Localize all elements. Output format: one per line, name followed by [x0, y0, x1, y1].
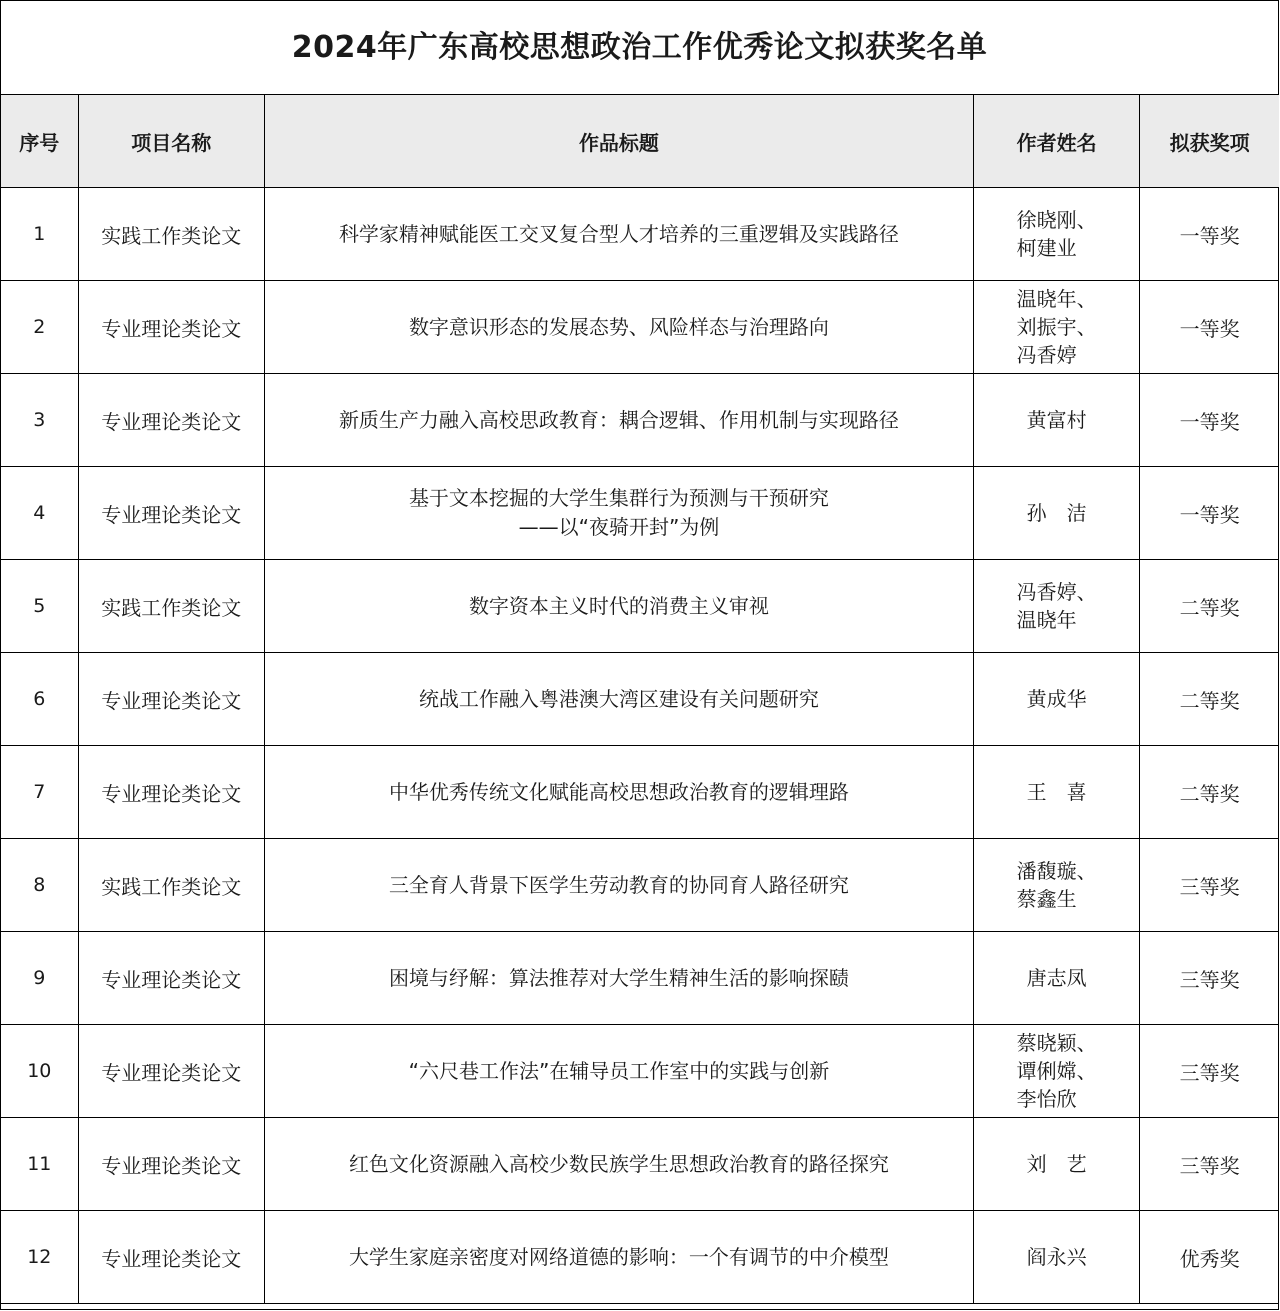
cell-award: 三等奖 — [1140, 1025, 1279, 1118]
table-row — [1, 560, 1279, 653]
table-row — [1, 374, 1279, 467]
author-list — [1017, 578, 1097, 634]
cell-category: 专业理论类论文 — [78, 1025, 264, 1118]
author-list — [1027, 1243, 1087, 1271]
author-name: 李怡欣 — [1016, 1087, 1077, 1111]
author-list — [1027, 406, 1087, 434]
cell-category: 专业理论类论文 — [78, 653, 264, 746]
author-list — [1027, 964, 1087, 992]
cell-work-title — [264, 1118, 973, 1211]
table-row — [1, 839, 1279, 932]
work-title-line: 数字资本主义时代的消费主义审视 — [468, 593, 769, 618]
cell-category: 专业理论类论文 — [78, 281, 264, 374]
author-name: 徐晓刚、 — [1016, 208, 1097, 232]
cell-work-title — [264, 374, 973, 467]
author-name: 黄成华 — [1026, 687, 1087, 711]
author-name: 蔡晓颖、 — [1016, 1031, 1097, 1055]
cell-work-title — [264, 467, 973, 560]
header-award: 拟获奖项 — [1140, 95, 1279, 188]
cell-authors — [974, 653, 1140, 746]
author-name: 黄富村 — [1026, 408, 1087, 432]
author-list — [1027, 778, 1087, 806]
author-list — [1027, 1150, 1087, 1178]
cell-work-title — [264, 1025, 973, 1118]
work-title-line: “六尺巷工作法”在辅导员工作室中的实践与创新 — [408, 1058, 830, 1083]
table-row — [1, 932, 1279, 1025]
cell-category: 专业理论类论文 — [78, 932, 264, 1025]
cell-work-title — [264, 281, 973, 374]
cell-work-title — [264, 560, 973, 653]
table-row — [1, 467, 1279, 560]
cell-authors — [974, 1118, 1140, 1211]
header-no: 序号 — [1, 95, 78, 188]
cell-no: 10 — [1, 1025, 78, 1118]
cell-no: 11 — [1, 1118, 78, 1211]
author-name: 刘振宇、 — [1016, 315, 1097, 339]
author-name: 蔡鑫生 — [1016, 887, 1077, 911]
author-name: 谭俐嫦、 — [1016, 1059, 1097, 1083]
cell-category: 专业理论类论文 — [78, 467, 264, 560]
work-title-line: 科学家精神赋能医工交叉复合型人才培养的三重逻辑及实践路径 — [338, 221, 899, 246]
author-list — [1027, 685, 1087, 713]
cell-award: 三等奖 — [1140, 932, 1279, 1025]
table-row — [1, 1025, 1279, 1118]
document-title: 2024年广东高校思想政治工作优秀论文拟获奖名单 — [1, 1, 1278, 95]
author-name: 潘馥璇、 — [1016, 859, 1097, 883]
cell-category: 专业理论类论文 — [78, 1118, 264, 1211]
cell-work-title — [264, 839, 973, 932]
cell-no: 4 — [1, 467, 78, 560]
cell-authors — [974, 839, 1140, 932]
cell-award: 一等奖 — [1140, 467, 1279, 560]
cell-no: 12 — [1, 1211, 78, 1304]
author-list — [1017, 285, 1097, 369]
cell-authors — [974, 467, 1140, 560]
cell-work-title — [264, 746, 973, 839]
author-name: 王 喜 — [1026, 780, 1087, 804]
author-list — [1017, 206, 1097, 262]
header-authors: 作者姓名 — [974, 95, 1140, 188]
table-row — [1, 188, 1279, 281]
author-name: 柯建业 — [1016, 236, 1077, 260]
cell-authors — [974, 188, 1140, 281]
header-category: 项目名称 — [78, 95, 264, 188]
author-name: 温晓年、 — [1016, 287, 1097, 311]
work-title-line: 三全育人背景下医学生劳动教育的协同育人路径研究 — [388, 872, 849, 897]
cell-award: 三等奖 — [1140, 839, 1279, 932]
cell-award: 二等奖 — [1140, 653, 1279, 746]
author-name: 冯香婷、 — [1016, 580, 1097, 604]
author-list — [1017, 1029, 1097, 1113]
work-title-line: 数字意识形态的发展态势、风险样态与治理路向 — [408, 314, 829, 339]
cell-authors — [974, 1025, 1140, 1118]
cell-authors — [974, 746, 1140, 839]
table-row — [1, 281, 1279, 374]
header-title: 作品标题 — [264, 95, 973, 188]
table-row — [1, 746, 1279, 839]
table-header-row — [1, 95, 1279, 188]
cell-no: 9 — [1, 932, 78, 1025]
work-title-line: 中华优秀传统文化赋能高校思想政治教育的逻辑理路 — [388, 779, 849, 804]
author-name: 冯香婷 — [1016, 343, 1077, 367]
author-name: 唐志凤 — [1026, 966, 1087, 990]
cell-work-title — [264, 1211, 973, 1304]
author-list — [1027, 499, 1087, 527]
cell-no: 2 — [1, 281, 78, 374]
cell-award: 一等奖 — [1140, 281, 1279, 374]
cell-authors — [974, 932, 1140, 1025]
work-title-line: 新质生产力融入高校思政教育：耦合逻辑、作用机制与实现路径 — [338, 407, 899, 432]
cell-category: 实践工作类论文 — [78, 188, 264, 281]
award-table — [1, 95, 1279, 1304]
cell-no: 1 — [1, 188, 78, 281]
cell-category: 专业理论类论文 — [78, 746, 264, 839]
cell-authors — [974, 374, 1140, 467]
work-title-line: 红色文化资源融入高校少数民族学生思想政治教育的路径探究 — [348, 1151, 889, 1176]
work-title-line: 统战工作融入粤港澳大湾区建设有关问题研究 — [418, 686, 819, 711]
cell-award: 二等奖 — [1140, 560, 1279, 653]
work-title-line: 困境与纾解：算法推荐对大学生精神生活的影响探赜 — [388, 965, 849, 990]
cell-category: 实践工作类论文 — [78, 560, 264, 653]
cell-no: 3 — [1, 374, 78, 467]
cell-work-title — [264, 653, 973, 746]
author-name: 温晓年 — [1016, 608, 1077, 632]
cell-authors — [974, 1211, 1140, 1304]
work-title-line: 大学生家庭亲密度对网络道德的影响：一个有调节的中介模型 — [348, 1244, 889, 1269]
author-list — [1017, 857, 1097, 913]
cell-work-title — [264, 932, 973, 1025]
author-name: 刘 艺 — [1026, 1152, 1087, 1176]
cell-work-title — [264, 188, 973, 281]
author-name: 阎永兴 — [1026, 1245, 1087, 1269]
cell-authors — [974, 281, 1140, 374]
table-row — [1, 653, 1279, 746]
author-name: 孙 洁 — [1026, 501, 1087, 525]
work-title-line: ——以“夜骑开封”为例 — [518, 515, 720, 539]
cell-no: 7 — [1, 746, 78, 839]
cell-award: 二等奖 — [1140, 746, 1279, 839]
cell-category: 专业理论类论文 — [78, 374, 264, 467]
cell-authors — [974, 560, 1140, 653]
cell-award: 优秀奖 — [1140, 1211, 1279, 1304]
work-title-line: 基于文本挖掘的大学生集群行为预测与干预研究 — [408, 486, 829, 510]
cell-no: 6 — [1, 653, 78, 746]
table-row — [1, 1118, 1279, 1211]
table-row — [1, 1211, 1279, 1304]
cell-category: 专业理论类论文 — [78, 1211, 264, 1304]
cell-category: 实践工作类论文 — [78, 839, 264, 932]
cell-award: 一等奖 — [1140, 188, 1279, 281]
table-body — [1, 188, 1279, 1304]
cell-award: 一等奖 — [1140, 374, 1279, 467]
cell-no: 8 — [1, 839, 78, 932]
cell-no: 5 — [1, 560, 78, 653]
cell-award: 三等奖 — [1140, 1118, 1279, 1211]
